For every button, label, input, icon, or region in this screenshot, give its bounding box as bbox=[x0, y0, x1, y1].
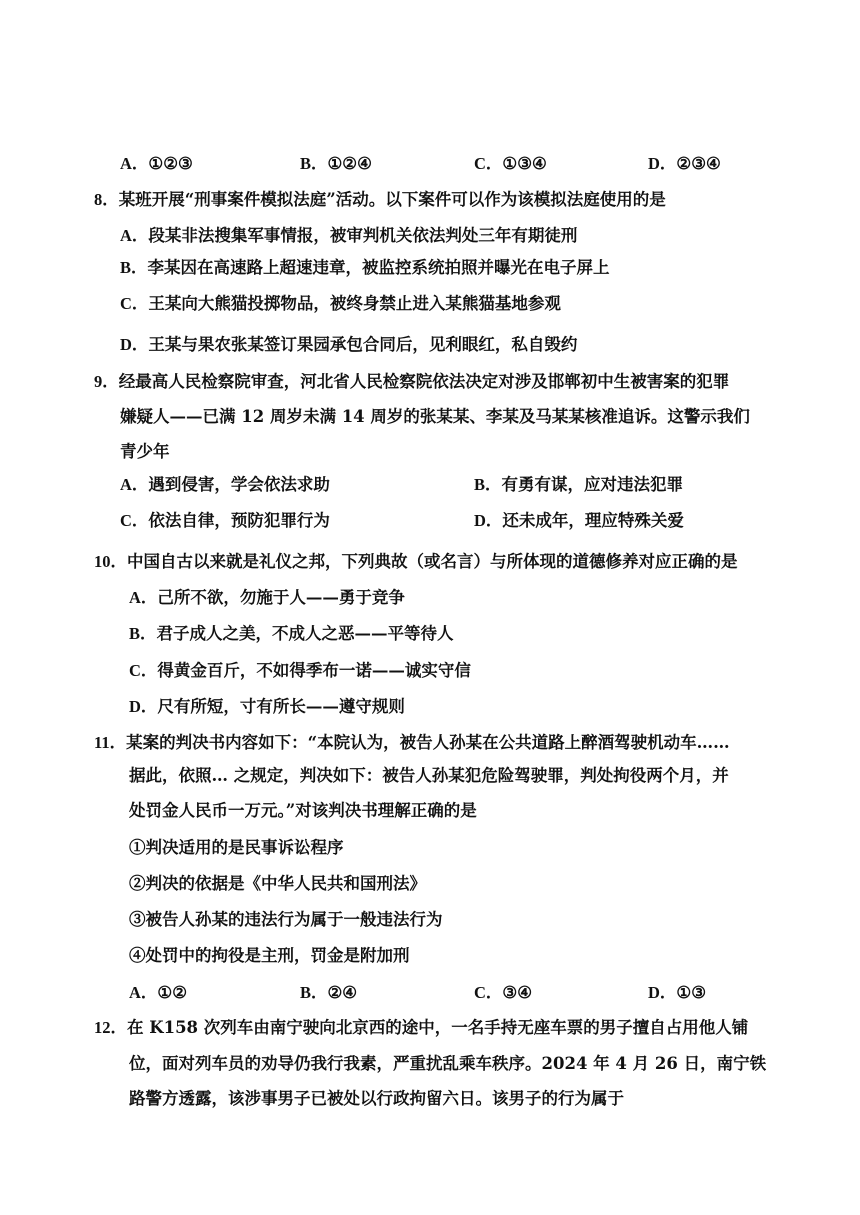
q9-stem-line-3: 青少年 bbox=[120, 442, 170, 461]
option-text: 依法自律，预防犯罪行为 bbox=[148, 511, 330, 530]
q12-stem-line-2: 位，面对列车员的劝导仍我行我素，严重扰乱乘车秩序。2024 年 4 月 26 日，南宁铁 bbox=[129, 1054, 767, 1073]
option-text: ②④ bbox=[327, 983, 358, 1002]
option-letter: A． bbox=[120, 475, 149, 494]
option-letter: C． bbox=[474, 154, 503, 173]
q11-option-b bbox=[300, 983, 357, 1003]
q9-options-row-1 bbox=[120, 475, 820, 495]
q9-option-b bbox=[474, 475, 683, 495]
option-letter: A． bbox=[129, 983, 158, 1002]
q10-option-a bbox=[129, 588, 405, 608]
option-text: 遇到侵害，学会依法求助 bbox=[148, 475, 330, 494]
q9-stem-line-1 bbox=[94, 372, 729, 392]
question-number: 10． bbox=[94, 552, 127, 571]
q8-option-b bbox=[120, 258, 610, 278]
q7-option-a bbox=[120, 154, 193, 174]
q8-option-d bbox=[120, 335, 577, 355]
q9-stem-line-2: 嫌疑人——已满 12 周岁未满 14 周岁的张某某、李某及马某某核准追诉。这警示我们 bbox=[120, 407, 750, 426]
q11-option-c bbox=[474, 983, 532, 1003]
option-text: ①②③ bbox=[148, 154, 193, 173]
q10-option-d bbox=[129, 697, 405, 717]
q11-statement-2: ②判决的依据是《中华人民共和国刑法》 bbox=[129, 874, 426, 893]
option-letter: B． bbox=[300, 983, 328, 1002]
option-text: ③④ bbox=[502, 983, 533, 1002]
q11-option-a bbox=[129, 983, 187, 1003]
q7-option-d bbox=[648, 154, 721, 174]
q8-option-a bbox=[120, 226, 577, 246]
option-text: 得黄金百斤，不如得季布一诺——诚实守信 bbox=[157, 661, 471, 680]
option-letter: B． bbox=[120, 258, 148, 277]
option-letter: C． bbox=[129, 661, 158, 680]
q9-option-c bbox=[120, 511, 330, 531]
question-number: 9． bbox=[94, 372, 119, 391]
option-text: 己所不欲，勿施于人——勇于竞争 bbox=[157, 588, 405, 607]
option-letter: C． bbox=[120, 511, 149, 530]
q10-stem bbox=[94, 552, 738, 572]
option-letter: C． bbox=[120, 294, 149, 313]
q9-option-d bbox=[474, 511, 684, 531]
q7-option-b bbox=[300, 154, 372, 174]
q11-stem-line-3: 处罚金人民币一万元。”对该判决书理解正确的是 bbox=[129, 801, 477, 820]
question-text: 在 K158 次列车由南宁驶向北京西的途中，一名手持无座车票的男子擅自占用他人铺 bbox=[127, 1018, 749, 1037]
q11-statement-1: ①判决适用的是民事诉讼程序 bbox=[129, 838, 344, 857]
option-text: ①③④ bbox=[502, 154, 547, 173]
option-text: ①③ bbox=[676, 983, 707, 1002]
q7-options bbox=[120, 154, 820, 174]
q8-stem bbox=[94, 190, 666, 210]
option-letter: D． bbox=[648, 983, 677, 1002]
q9-options-row-2 bbox=[120, 511, 820, 531]
option-text: 李某因在高速路上超速违章，被监控系统拍照并曝光在电子屏上 bbox=[147, 258, 610, 277]
q10-option-c bbox=[129, 661, 471, 681]
q11-stem-line-1 bbox=[94, 733, 730, 753]
option-text: 王某与果农张某签订果园承包合同后，见利眼红，私自毁约 bbox=[148, 335, 578, 354]
option-letter: B． bbox=[300, 154, 328, 173]
option-text: ①②④ bbox=[327, 154, 372, 173]
q11-option-d bbox=[648, 983, 706, 1003]
q11-options bbox=[129, 983, 829, 1003]
option-text: 君子成人之美，不成人之恶——平等待人 bbox=[156, 624, 454, 643]
q12-stem-line-3: 路警方透露，该涉事男子已被处以行政拘留六日。该男子的行为属于 bbox=[129, 1089, 624, 1108]
option-letter: A． bbox=[129, 588, 158, 607]
question-text: 中国自古以来就是礼仪之邦，下列典故（或名言）与所体现的道德修养对应正确的是 bbox=[127, 552, 738, 571]
option-text: 尺有所短，寸有所长——遵守规则 bbox=[157, 697, 405, 716]
q11-statement-4: ④处罚中的拘役是主刑，罚金是附加刑 bbox=[129, 946, 410, 965]
question-number: 12． bbox=[94, 1018, 127, 1037]
option-text: 段某非法搜集军事情报，被审判机关依法判处三年有期徒刑 bbox=[148, 226, 578, 245]
question-text: 某案的判决书内容如下：“本院认为，被告人孙某在公共道路上醉酒驾驶机动车…… bbox=[126, 733, 730, 752]
q11-stem-line-2: 据此，依照… 之规定，判决如下：被告人孙某犯危险驾驶罪，判处拘役两个月，并 bbox=[129, 766, 729, 785]
option-text: ②③④ bbox=[676, 154, 721, 173]
option-text: ①② bbox=[157, 983, 188, 1002]
option-letter: B． bbox=[474, 475, 502, 494]
option-letter: D． bbox=[129, 697, 158, 716]
question-text: 经最高人民检察院审查，河北省人民检察院依法决定对涉及邯郸初中生被害案的犯罪 bbox=[118, 372, 730, 391]
option-letter: D． bbox=[474, 511, 503, 530]
option-text: 还未成年，理应特殊关爱 bbox=[502, 511, 684, 530]
option-letter: D． bbox=[120, 335, 149, 354]
option-text: 王某向大熊猫投掷物品，被终身禁止进入某熊猫基地参观 bbox=[148, 294, 561, 313]
option-text: 有勇有谋，应对违法犯罪 bbox=[501, 475, 684, 494]
question-text: 某班开展“刑事案件模拟法庭”活动。以下案件可以作为该模拟法庭使用的是 bbox=[118, 190, 666, 209]
q8-option-c bbox=[120, 294, 561, 314]
option-letter: B． bbox=[129, 624, 157, 643]
q9-option-a bbox=[120, 475, 330, 495]
option-letter: C． bbox=[474, 983, 503, 1002]
option-letter: A． bbox=[120, 154, 149, 173]
question-number: 11． bbox=[94, 733, 127, 752]
option-letter: A． bbox=[120, 226, 149, 245]
q10-option-b bbox=[129, 624, 454, 644]
option-letter: D． bbox=[648, 154, 677, 173]
q12-stem-line-1 bbox=[94, 1018, 748, 1038]
q7-option-c bbox=[474, 154, 547, 174]
question-number: 8． bbox=[94, 190, 119, 209]
q11-statement-3: ③被告人孙某的违法行为属于一般违法行为 bbox=[129, 910, 443, 929]
